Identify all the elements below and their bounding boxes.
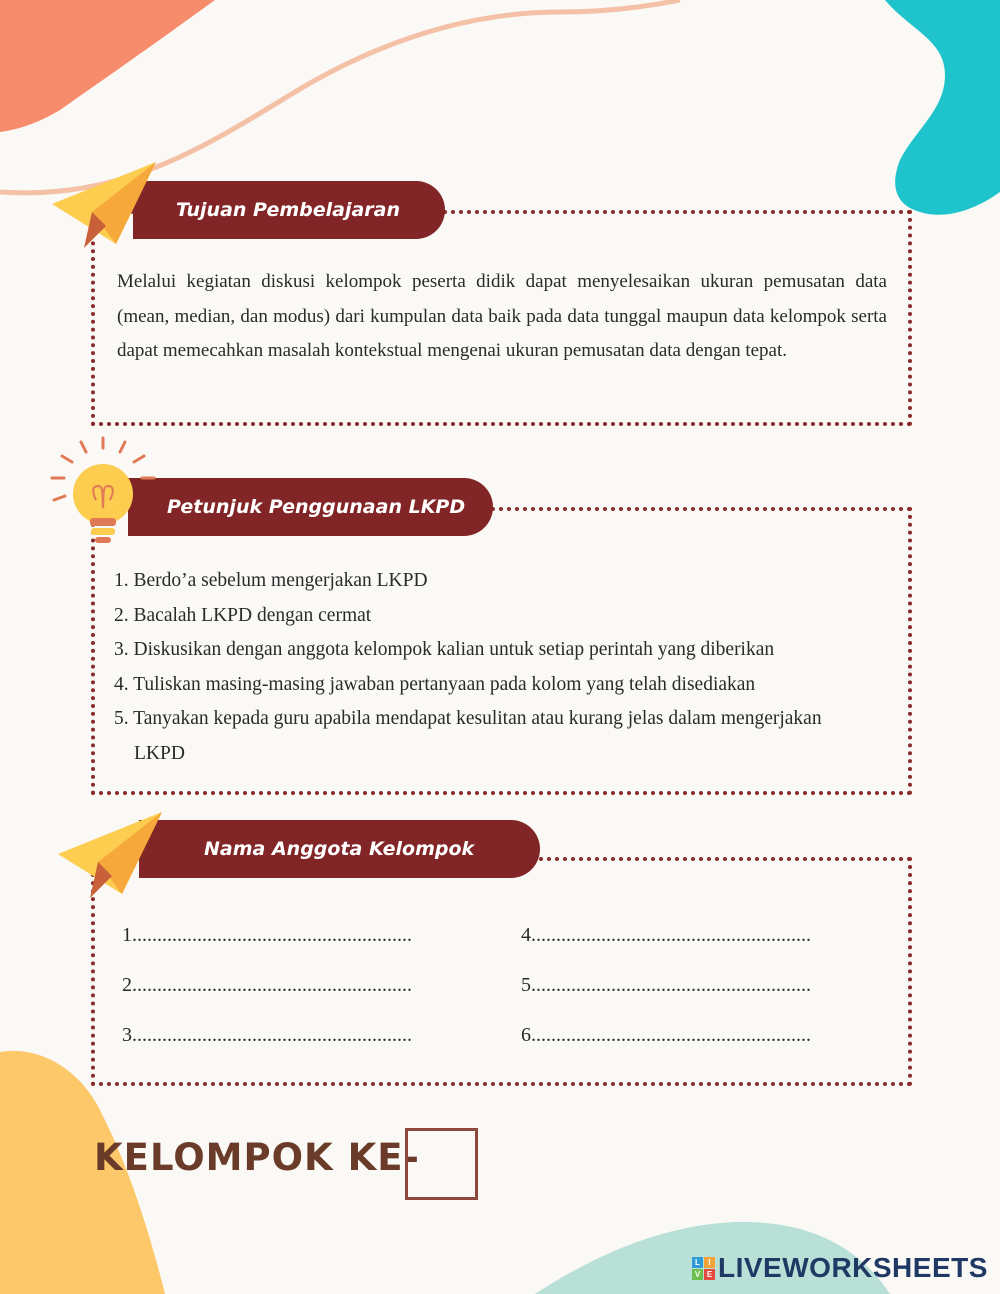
kelompok-number-input[interactable] bbox=[405, 1128, 478, 1200]
member-field-3[interactable]: 3........................................................ bbox=[122, 1024, 412, 1046]
lightbulb-icon bbox=[48, 434, 160, 550]
kelompok-label: KELOMPOK KE- bbox=[94, 1136, 420, 1179]
member-field-2[interactable]: 2........................................................ bbox=[122, 974, 412, 996]
petunjuk-title: Petunjuk Penggunaan LKPD bbox=[167, 496, 466, 518]
petunjuk-list bbox=[114, 564, 874, 771]
tujuan-title: Tujuan Pembelajaran bbox=[176, 199, 401, 221]
anggota-title: Nama Anggota Kelompok bbox=[204, 838, 475, 860]
paper-plane-icon bbox=[48, 156, 160, 256]
member-field-1[interactable]: 1........................................................ bbox=[122, 924, 412, 946]
coral-blob bbox=[0, 0, 215, 132]
member-field-5[interactable]: 5........................................................ bbox=[521, 974, 811, 996]
petunjuk-title-banner bbox=[128, 478, 493, 536]
member-field-4[interactable]: 4........................................................ bbox=[521, 924, 811, 946]
teal-blob bbox=[885, 0, 1000, 215]
list-item: 3. Diskusikan dengan anggota kelompok kalian untuk setiap perintah yang diberikan bbox=[114, 639, 775, 660]
tujuan-paragraph: Melalui kegiatan diskusi kelompok peserta didik dapat menyelesaikan ukuran pemusatan data (mean, median, dan modus) dari kumpulan data baik pada data tunggal maupun data kelompok serta dapat memecahkan masalah kontekstual mengenai ukuran pemusatan data dengan tepat. bbox=[117, 271, 887, 361]
list-item: 1. Berdo’a sebelum mengerjakan LKPD bbox=[114, 570, 428, 591]
list-item: 5. Tanyakan kepada guru apabila mendapat kesulitan atau kurang jelas dalam mengerjakan LKPD bbox=[114, 708, 822, 764]
liveworksheets-logo bbox=[692, 1252, 988, 1284]
list-item: 4. Tuliskan masing-masing jawaban pertanyaan pada kolom yang telah disediakan bbox=[114, 673, 756, 695]
anggota-title-banner bbox=[139, 820, 540, 878]
brand-name: LIVEWORKSHEETS bbox=[718, 1252, 988, 1283]
tujuan-title-banner bbox=[133, 181, 445, 239]
brand-logo-icon: L I V E bbox=[692, 1257, 715, 1280]
paper-plane-icon bbox=[54, 806, 166, 906]
list-item: 2. Bacalah LKPD dengan cermat bbox=[114, 604, 372, 626]
member-field-6[interactable]: 6........................................................ bbox=[521, 1024, 811, 1046]
anggota-box bbox=[91, 857, 912, 1086]
